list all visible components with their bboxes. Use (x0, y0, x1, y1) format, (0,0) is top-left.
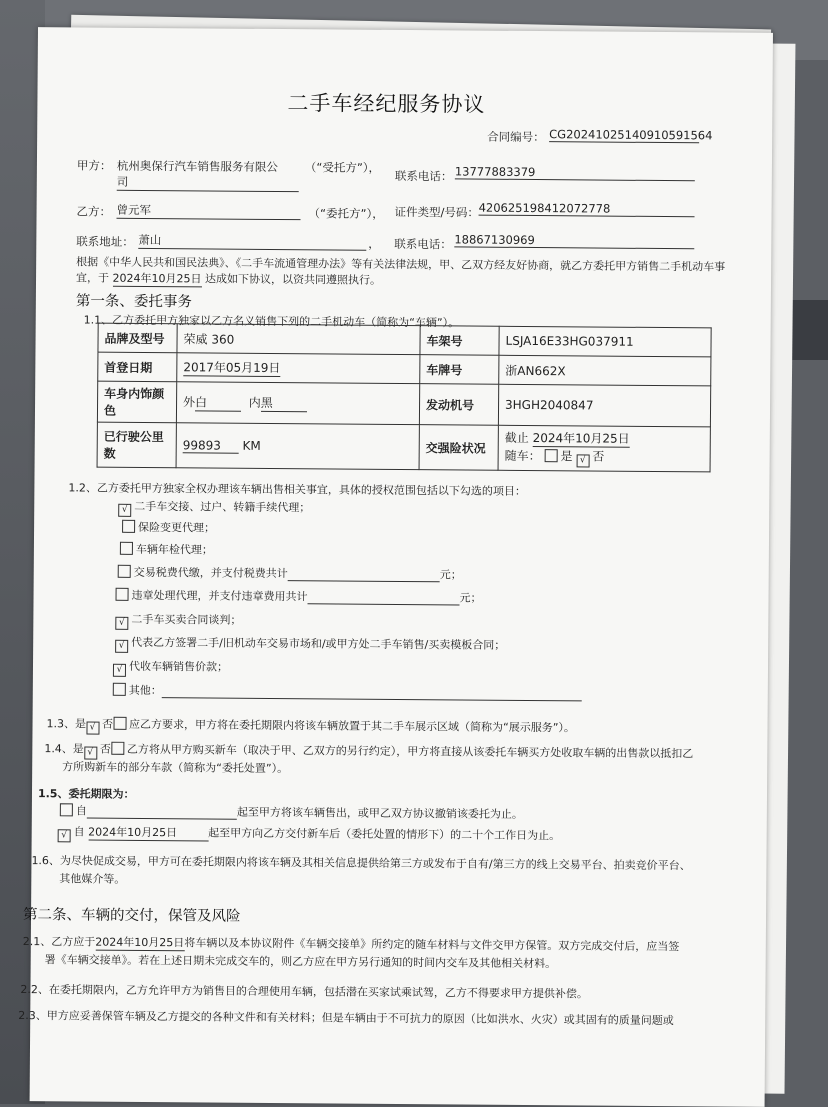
checkbox-term-2[interactable]: √ (58, 829, 71, 842)
checkbox-term-1[interactable] (60, 803, 73, 816)
phone-label-2: 联系电话： (394, 236, 452, 252)
clause-1-6: 1.6、为尽快促成交易，甲方可在委托期限内将该车辆及其相关信息提供给第三方或发布于自有/第三方的线上交易平台、拍卖竞价平台、 (31, 854, 691, 873)
color-label: 车身内饰颜 (104, 386, 165, 402)
brand-value: 荣威 360 (177, 324, 420, 355)
checkbox-option-4[interactable] (118, 565, 131, 578)
option-row: 其他： (113, 682, 582, 702)
checkbox-option-3[interactable] (120, 542, 133, 555)
contract-page: 二手车经纪服务协议 合同编号： CG20241025140910591564 甲方： 杭州奥保行汽车销售服务有限公 司 （“受托方”）， 联系电话： 13777883379 乙方： 曾元军 （“委托方”）， 证件类型/号码： 420625198412072778 联系地址： 萧山 ， 联系电话： 18867130969 根据《中华人民共和国民法典》、《二手车流通管理办法》等有关法律法规，甲、乙双方经友好协商，就乙方委托甲方销售二手机动车事 宜，于 2024年10月25日 达成如下协议，以资共同遵照执行。 第一条、委托事务 1.1、乙方委托甲方独家以乙方名义销售下列的二手机动车（简称为“车辆”）。 品牌及型号 荣威 360 车架号 LSJA16E33HG037911 首登日期 2017年05月19日 车牌号 浙AN662X 车身内饰颜 色 外白 内黑 发动机号 3HGH2040847 已行驶公里 数 99893 KM 交强险状况 截止 2024年10月25日 随车： 是 √ 否 1.2、乙方委托甲方独家全权办理该车辆出售相关事宜，具体的授权范围包括以下勾选的项目： √ 二手车交接、过户、转籍手续代理； 保险变更代理； 车辆年检代理； 交易税费代缴，并支付税费共计 元； 违章处理代理，并支付违章费用共计 元； √ 二手车买卖合同谈判； √ 代表乙方签署二手/旧机动车交易市场和/或甲方处二手车销售/买卖模板合同； √ 代收车辆销售价款； 其他： 1.3、是 √ 否 应乙方要求，甲方将在委托期限内将该车辆放置于其二手车展示区域（简称为“展示服务”）。 1.4、是 √ 否 乙方将从甲方购买新车（取决于甲、乙双方的另行约定），甲方将直接从该委托车辆买方处收取车辆的出售款以抵扣乙 方所购新车的部分车款（简称为“委托处置”）。 1.5、委托期限为： 自 起至甲方将该车辆售出，或甲乙双方协议撤销该委托为止。 √ 自 2024年10月25日 起至甲方向乙方交付新车后（委托处置的情形下）的二十个工作日为止。 1.6、为尽快促成交易，甲方可在委托期限内将该车辆及其相关信息提供给第三方或发布于自有/第三方的线上交易平台、拍卖竞价平台、 其他媒介等。 第二条、车辆的交付，保管及风险 2.1、乙方应于2024年10月25日将车辆以及本协议附件《车辆交接单》所约定的随车材料与文件交甲方保管。双方完成交付后，应当签 署《车辆交接单》。若在上述日期未完成交车的，则乙方应在甲方另行通知的时间内交车及其他相关材料。 2.2、在委托期限内，乙方允许甲方为销售目的合理使用车辆，包括潜在买家试乘试驾，乙方不得要求甲方提供补偿。 2.3、甲方应妥善保管车辆及乙方提交的各种文件和有关材料；但是车辆由于不可抗力的原因（比如洪水、火灾）或其固有的质量问题或 (30, 27, 773, 1107)
checkbox-no[interactable]: √ (576, 454, 589, 467)
option-row: √ 二手车交接、过户、转籍手续代理； (118, 498, 310, 519)
preamble-text-2: 达成如下协议，以资共同遵照执行。 (204, 272, 382, 287)
clause-2-1: 2.1、乙方应于2024年10月25日将车辆以及本协议附件《车辆交接单》所约定的随车材料与文件交甲方保管。双方完成交付后，应当签 (22, 935, 680, 954)
party-b-label: 乙方： (76, 204, 112, 219)
preamble-date: 2024年10月25日 (112, 271, 202, 286)
article-2-title: 第二条、车辆的交付，保管及风险 (22, 907, 241, 925)
clause-1-2: 1.2、乙方委托甲方独家全权办理该车辆出售相关事宜，具体的授权范围包括以下勾选的项目： (68, 481, 526, 498)
delivery-date: 2024年10月25日 (95, 935, 185, 950)
preamble-text: 宜，于 (75, 271, 110, 285)
phone-label: 联系电话： (394, 168, 453, 184)
contract-number-label: 合同编号： (487, 129, 545, 145)
mileage-unit: KM (242, 438, 261, 453)
plate-value: 浙AN662X (499, 355, 711, 386)
party-b-address: 萧山 (138, 232, 366, 251)
party-a-label: 甲方： (76, 158, 112, 173)
checkbox-option-9[interactable] (113, 683, 126, 696)
party-a-name: 杭州奥保行汽车销售服务有限公 (116, 158, 278, 175)
vin-label: 车架号 (420, 326, 499, 356)
plate-label: 车牌号 (420, 355, 499, 385)
option-row: 交易税费代缴，并支付税费共计 元； (118, 564, 462, 583)
term-option-1: 自 起至甲方将该车辆售出，或甲乙双方协议撤销该委托为止。 (60, 802, 523, 822)
checkbox-1-3-yes[interactable]: √ (86, 722, 99, 735)
clause-2-1-cont: 署《车辆交接单》。若在上述日期未完成交车的，则乙方应在甲方另行通知的时间内交车及其他相关材料。 (44, 953, 557, 971)
brand-label: 品牌及型号 (98, 323, 177, 353)
option-row: 违章处理代理，并支付违章费用共计 元； (115, 587, 481, 606)
exterior-color: 白 (195, 393, 241, 411)
option-row: √ 二手车买卖合同谈判； (115, 611, 241, 631)
checkbox-option-7[interactable]: √ (115, 640, 128, 653)
preamble-line1: 根据《中华人民共和国民法典》、《二手车流通管理办法》等有关法律法规，甲、乙双方经友好协商，就乙方委托甲方销售二手机动车事 (76, 255, 726, 274)
party-b-role: （“委托方”）， (308, 206, 384, 221)
contract-number: CG20241025140910591564 (549, 127, 713, 143)
vin-value: LSJA16E33HG037911 (499, 326, 711, 357)
insurance-label: 交强险状况 (419, 425, 498, 471)
clause-1-1: 1.1、乙方委托甲方独家以乙方名义销售下列的二手机动车（简称为“车辆”）。 (83, 313, 460, 330)
insurance-until-label: 截止 (504, 430, 529, 445)
party-a-name-cont: 司 (117, 174, 299, 192)
first-reg-value: 2017年05月19日 (183, 360, 281, 376)
document-title: 二手车经纪服务协议 (287, 91, 486, 117)
engine-value: 3HGH2040847 (498, 384, 710, 427)
yes-label: 是 (560, 449, 573, 464)
checkbox-option-5[interactable] (116, 588, 129, 601)
clause-1-4: 1.4、是 √ 否 乙方将从甲方购买新车（取决于甲、乙双方的另行约定），甲方将直接从该委托车辆买方处收取车辆的出售款以抵扣乙 (44, 742, 694, 761)
article-1-title: 第一条、委托事务 (75, 293, 192, 311)
no-label: 否 (592, 449, 605, 464)
id-label: 证件类型/号码： (394, 204, 479, 220)
exterior-prefix: 外 (183, 395, 196, 410)
with-car-label: 随车： (504, 448, 541, 464)
clause-2-3: 2.3、甲方应妥善保管车辆及乙方提交的各种文件和有关材料；但是车辆由于不可抗力的原因（比如洪水、火灾）或其固有的质量问题或 (18, 1008, 674, 1028)
checkbox-option-8[interactable]: √ (113, 664, 126, 677)
party-b-phone: 18867130969 (454, 232, 694, 249)
party-a-phone: 13777883379 (455, 164, 695, 181)
term-option-2: √ 自 2024年10月25日 起至甲方向乙方交付新车后（委托处置的情形下）的二十个工作日为止。 (58, 823, 561, 846)
party-b-id: 420625198412072778 (479, 201, 695, 218)
vehicle-info-table: 品牌及型号 荣威 360 车架号 LSJA16E33HG037911 首登日期 2017年05月19日 车牌号 浙AN662X 车身内饰颜 色 外白 内黑 发动机号 3HGH2040847 已行驶公里 数 99893 KM 交强险状况 截止 2024年10月25日 随车： 是 √ 否 (97, 323, 712, 473)
checkbox-yes[interactable] (544, 449, 557, 462)
checkbox-1-3-no[interactable] (113, 717, 126, 730)
insurance-until-date: 2024年10月25日 (532, 431, 630, 446)
checkbox-option-6[interactable]: √ (115, 617, 128, 630)
clause-1-3: 1.3、是 √ 否 应乙方要求，甲方将在委托期限内将该车辆放置于其二手车展示区域（简称为“展示服务”）。 (46, 717, 575, 735)
option-row: √ 代收车辆销售价款； (113, 658, 228, 678)
checkbox-option-2[interactable] (122, 520, 135, 533)
checkbox-option-1[interactable]: √ (118, 504, 131, 517)
mileage-value: 99893 (183, 438, 239, 453)
clause-1-6-cont: 其他媒介等。 (59, 872, 126, 886)
address-label: 联系地址： (76, 234, 134, 249)
clause-1-4-cont: 方所购新车的部分车款（简称为“委托处置”）。 (62, 760, 289, 776)
interior-color: 黑 (261, 394, 307, 412)
party-b-name: 曾元军 (117, 202, 301, 220)
first-reg-label: 首登日期 (98, 352, 177, 382)
clause-1-5-title: 1.5、委托期限为： (37, 787, 135, 801)
party-a-role: （“受托方”）， (304, 160, 381, 175)
clause-2-2: 2.2、在委托期限内，乙方允许甲方为销售目的合理使用车辆，包括潜在买家试乘试驾，乙方不得要求甲方提供补偿。 (20, 983, 588, 1001)
checkbox-1-4-yes[interactable]: √ (84, 746, 97, 759)
option-row: 车辆年检代理； (120, 541, 213, 558)
mileage-label: 已行驶公里 (103, 429, 164, 445)
term-date: 2024年10月25日 (88, 824, 208, 842)
engine-label: 发动机号 (419, 384, 498, 426)
option-row: √ 代表乙方签署二手/旧机动车交易市场和/或甲方处二手车销售/买卖模板合同； (115, 634, 505, 656)
interior-prefix: 内 (248, 395, 261, 410)
checkbox-1-4-no[interactable] (111, 742, 124, 755)
option-row: 保险变更代理； (122, 519, 215, 536)
